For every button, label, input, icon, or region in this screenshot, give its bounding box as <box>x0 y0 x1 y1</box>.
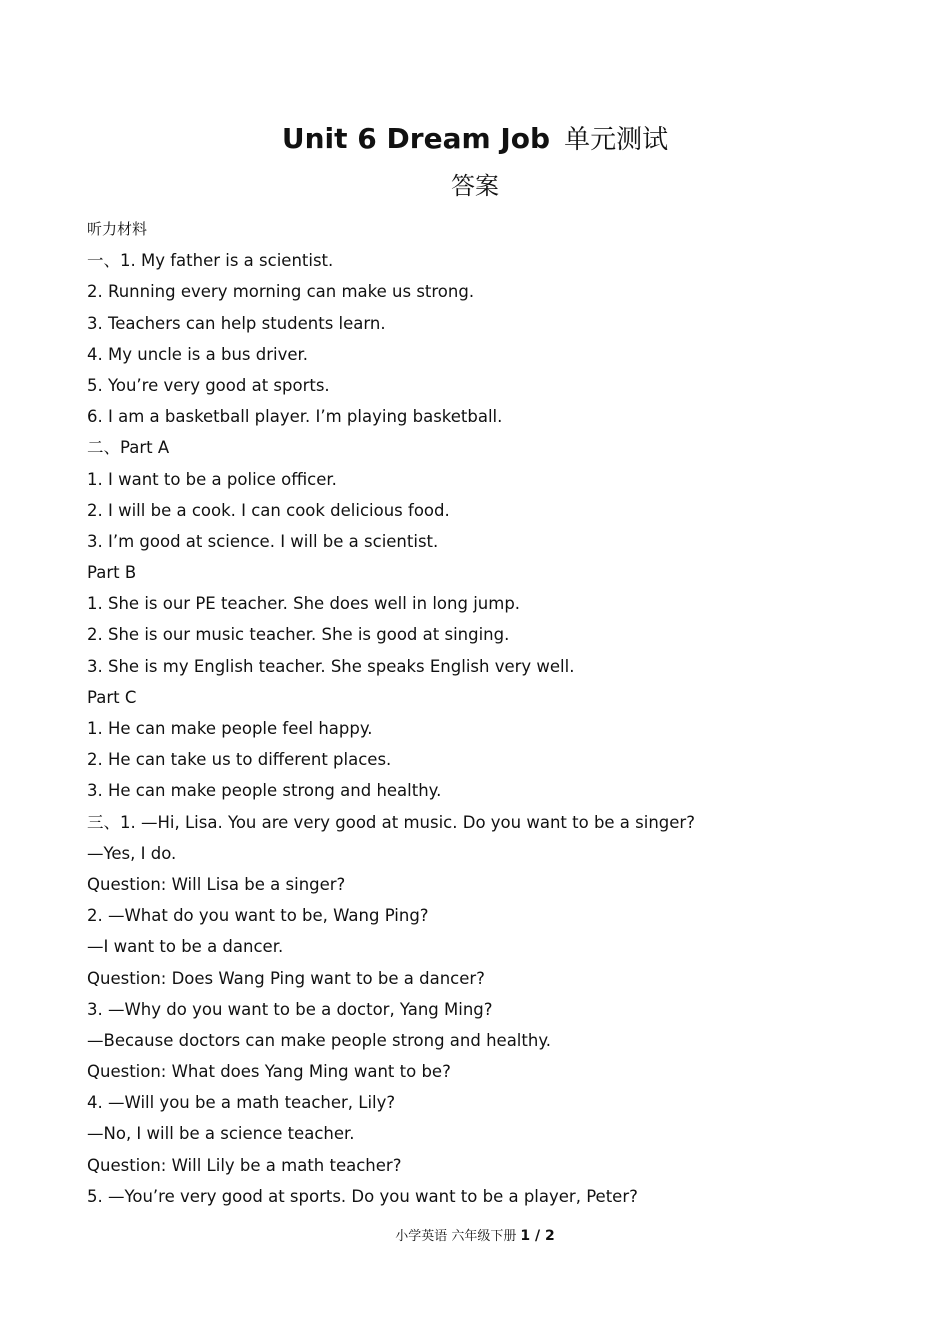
text-line: 3. Teachers can help students learn. <box>87 313 386 333</box>
text-line: —I want to be a dancer. <box>87 937 284 957</box>
text-line: 5. —You’re very good at sports. Do you want to be a player, Peter? <box>87 1186 638 1206</box>
title-chinese: 单元测试 <box>564 125 669 155</box>
text-line: —No, I will be a science teacher. <box>87 1124 355 1144</box>
text-line: Question: What does Yang Ming want to be? <box>87 1062 451 1082</box>
text-line: 1. She is our PE teacher. She does well in long jump. <box>87 594 521 614</box>
text-line: 2. Running every morning can make us strong. <box>87 282 475 302</box>
page-title <box>0 118 950 161</box>
text-line: 6. I am a basketball player. I’m playing basketball. <box>87 407 503 427</box>
page-subtitle: 答案 <box>451 172 499 200</box>
text-line: 4. —Will you be a math teacher, Lily? <box>87 1093 396 1113</box>
text-line: 5. You’re very good at sports. <box>87 375 330 395</box>
footer-label: 小学英语 六年级下册 <box>395 1229 517 1244</box>
text-line: 2. He can take us to different places. <box>87 750 392 770</box>
text-line: Question: Will Lily be a math teacher? <box>87 1155 402 1175</box>
text-line: 1. He can make people feel happy. <box>87 719 373 738</box>
text-line: 3. —Why do you want to be a doctor, Yang Ming? <box>87 999 493 1019</box>
text-line: 2. She is our music teacher. She is good at singing. <box>87 625 510 645</box>
text-line: —Yes, I do. <box>87 843 177 863</box>
text-line: 2. I will be a cook. I can cook delicious food. <box>87 500 450 520</box>
page-number: 1 / 2 <box>520 1228 555 1244</box>
section-heading: 听力材料 <box>87 220 148 238</box>
text-line: Question: Does Wang Ping want to be a dancer? <box>87 968 485 988</box>
text-line: 一、1. My father is a scientist. <box>87 251 334 271</box>
text-line: —Because doctors can make people strong and healthy. <box>87 1030 551 1050</box>
text-line: 二、Part A <box>87 438 170 458</box>
text-line: 1. I want to be a police officer. <box>87 469 337 489</box>
text-line: Question: Will Lisa be a singer? <box>87 874 346 894</box>
text-line: 3. He can make people strong and healthy. <box>87 781 442 801</box>
text-line: 3. I’m good at science. I will be a scientist. <box>87 531 439 551</box>
text-line: 4. My uncle is a bus driver. <box>87 344 309 364</box>
page-footer <box>0 1225 950 1248</box>
text-line: 3. She is my English teacher. She speaks English very well. <box>87 656 575 676</box>
text-line: 2. —What do you want to be, Wang Ping? <box>87 906 429 926</box>
text-line: Part C <box>87 687 137 707</box>
answer-content <box>87 214 907 1212</box>
text-line: Part B <box>87 563 137 583</box>
text-line: 三、1. —Hi, Lisa. You are very good at music. Do you want to be a singer? <box>87 812 695 832</box>
title-english: Unit 6 Dream Job <box>281 122 551 155</box>
